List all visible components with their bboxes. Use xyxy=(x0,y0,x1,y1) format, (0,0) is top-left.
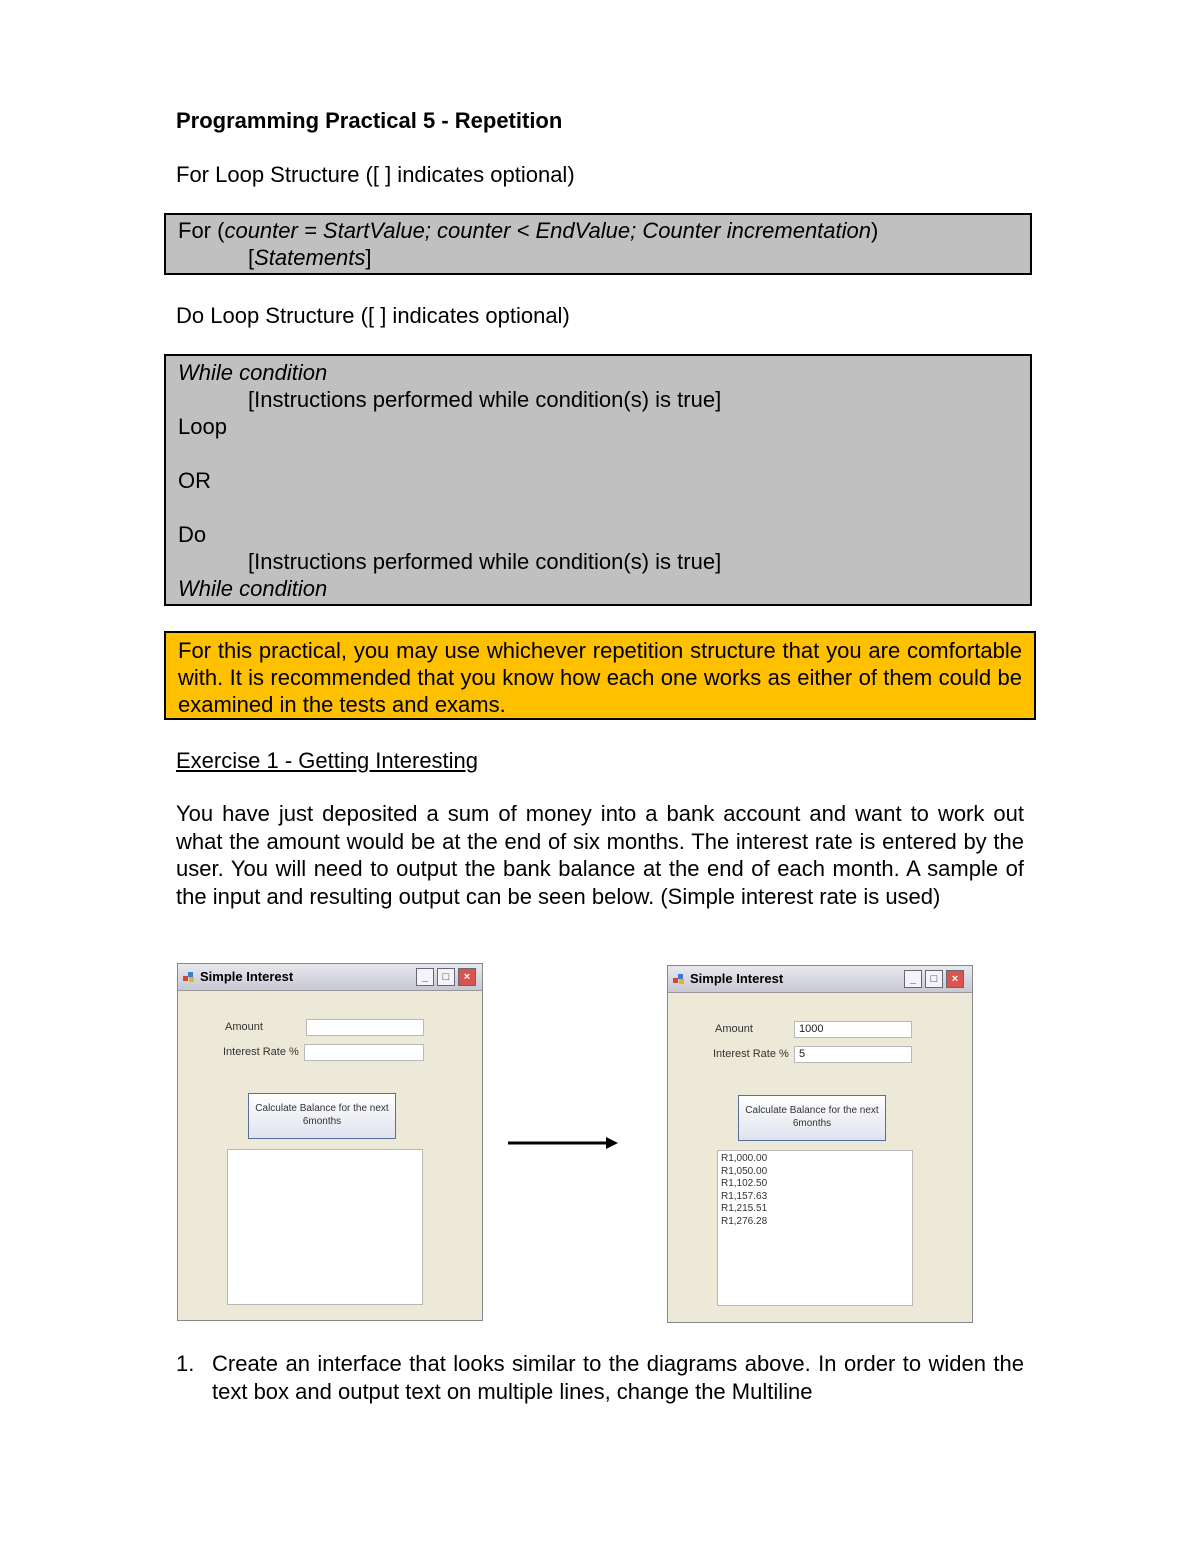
do-loop-line: [Instructions performed while condition(s) is true] xyxy=(248,387,722,412)
do-loop-heading: Do Loop Structure ([ ] indicates optional) xyxy=(176,303,570,328)
for-loop-line-2: [Statements] xyxy=(248,245,372,270)
close-icon[interactable]: × xyxy=(946,970,964,988)
amount-label: Amount xyxy=(225,1021,263,1033)
do-loop-line: While condition xyxy=(178,576,328,601)
form-window-before xyxy=(177,963,483,1321)
do-loop-line: Loop xyxy=(178,414,227,439)
do-loop-line: [Instructions performed while condition(s) is true] xyxy=(248,549,722,574)
maximize-icon[interactable]: □ xyxy=(925,970,943,988)
exercise-heading: Exercise 1 - Getting Interesting xyxy=(176,748,479,773)
minimize-icon[interactable]: _ xyxy=(904,970,922,988)
exercise-paragraph: You have just deposited a sum of money into a bank account and want to work out what the amount would be at the end of six months. The interest rate is entered by the user. You will need to output the bank balance at the end of each month. A sample of the input and resulting output can be seen below. (Simple interest rate is used) xyxy=(176,801,1024,909)
question-1 xyxy=(176,1350,1024,1405)
arrow-right-icon xyxy=(508,1134,620,1152)
app-icon xyxy=(183,971,195,983)
practical-note-box: For this practical, you may use whichever repetition structure that you are comfortable with. It is recommended that you know how each one works as either of them could be examined in the tests and exams. xyxy=(164,631,1036,720)
output-textbox[interactable]: R1,000.00 R1,050.00 R1,102.50 R1,157.63 R1,215.51 R1,276.28 xyxy=(717,1150,913,1306)
form-title: Simple Interest xyxy=(200,969,294,984)
minimize-icon[interactable]: _ xyxy=(416,968,434,986)
output-textbox[interactable] xyxy=(227,1149,423,1305)
do-loop-code-box xyxy=(164,354,1032,606)
interest-rate-input[interactable] xyxy=(304,1044,424,1061)
calculate-button[interactable]: Calculate Balance for the next 6months xyxy=(248,1093,396,1139)
for-loop-code-box xyxy=(164,213,1032,275)
page-title: Programming Practical 5 - Repetition xyxy=(176,108,563,133)
interest-rate-label: Interest Rate % xyxy=(223,1046,299,1058)
interest-rate-input[interactable]: 5 xyxy=(794,1046,912,1063)
close-icon[interactable]: × xyxy=(458,968,476,986)
calculate-button[interactable]: Calculate Balance for the next 6months xyxy=(738,1095,886,1141)
maximize-icon[interactable]: □ xyxy=(437,968,455,986)
form-window-after xyxy=(667,965,973,1323)
for-loop-line-1: For (counter = StartValue; counter < EndValue; Counter incrementation) xyxy=(178,218,879,243)
do-loop-line xyxy=(178,494,1018,521)
amount-input[interactable] xyxy=(306,1019,424,1036)
question-text: Create an interface that looks similar to the diagrams above. In order to widen the text box and output text on multiple lines, change the Multiline xyxy=(212,1351,1024,1404)
amount-input[interactable]: 1000 xyxy=(794,1021,912,1038)
question-number: 1. xyxy=(176,1351,195,1376)
do-loop-line: Do xyxy=(178,522,207,547)
do-loop-line: OR xyxy=(178,468,211,493)
amount-label: Amount xyxy=(715,1023,753,1035)
do-loop-line xyxy=(178,440,1018,467)
form-title: Simple Interest xyxy=(690,971,784,986)
form-titlebar xyxy=(178,964,482,991)
for-loop-heading: For Loop Structure ([ ] indicates optional) xyxy=(176,162,575,187)
interest-rate-label: Interest Rate % xyxy=(713,1048,789,1060)
form-titlebar xyxy=(668,966,972,993)
app-icon xyxy=(673,973,685,985)
do-loop-line: While condition xyxy=(178,360,328,385)
